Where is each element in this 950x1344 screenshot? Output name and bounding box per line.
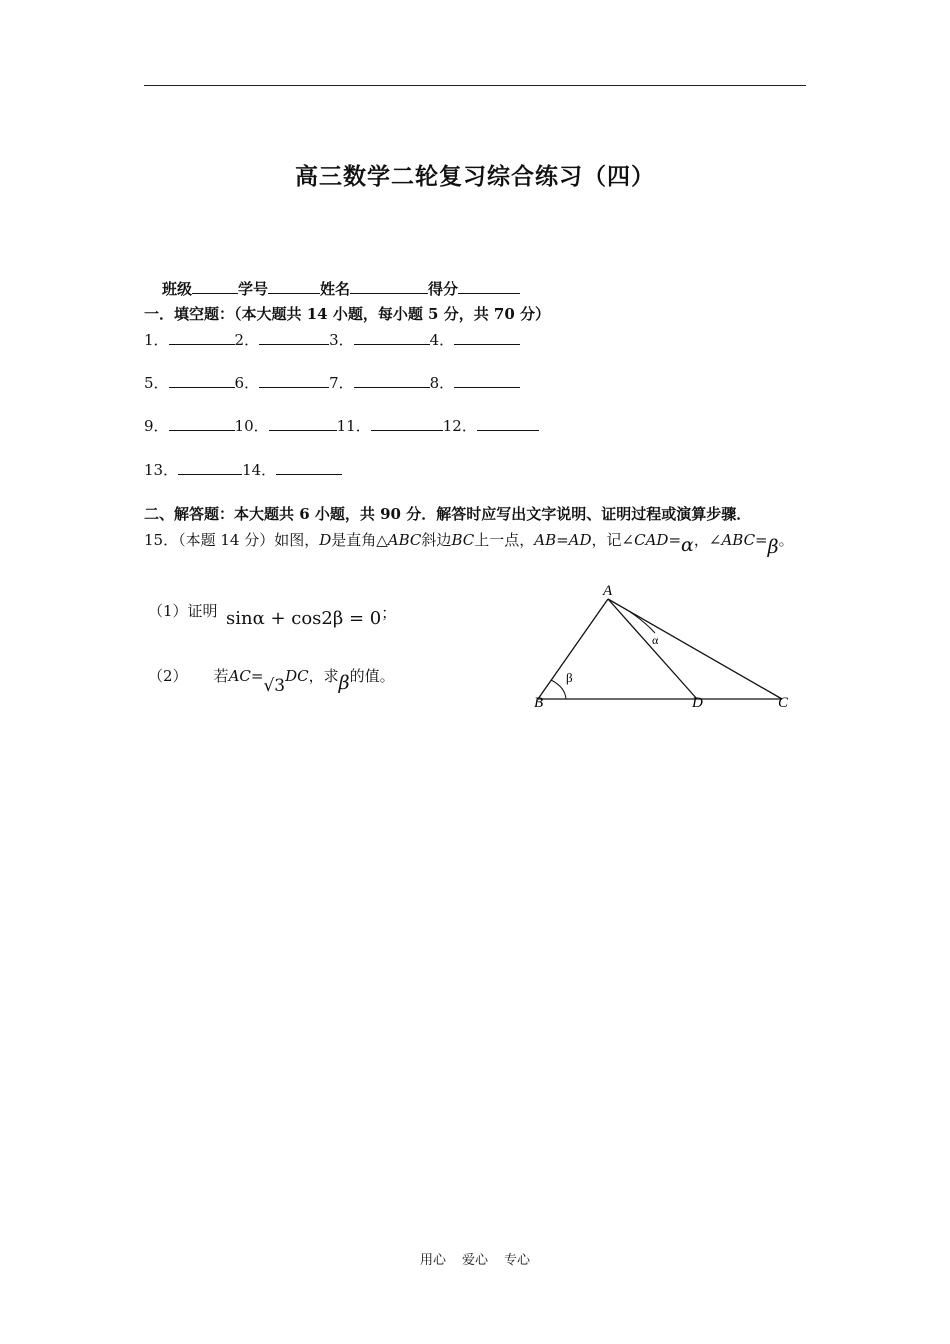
sqrt-three: √3 bbox=[263, 676, 286, 696]
answer-number: 1． bbox=[144, 331, 169, 349]
label-a: A bbox=[603, 583, 613, 599]
answer-number: 12． bbox=[442, 417, 477, 435]
q15-text: ，∠ bbox=[693, 531, 722, 549]
q15-side: BC bbox=[451, 531, 475, 549]
answer-row-3 bbox=[144, 415, 539, 436]
footer-text: 爱心 bbox=[461, 1253, 488, 1268]
part-2 bbox=[148, 664, 395, 696]
formula-end: ； bbox=[381, 604, 397, 622]
answer-blank[interactable] bbox=[259, 330, 329, 345]
part-1-formula bbox=[226, 604, 397, 629]
segment-ad bbox=[608, 599, 697, 699]
label-b: B bbox=[534, 695, 544, 711]
answer-number: 13． bbox=[144, 461, 179, 479]
answer-blank[interactable] bbox=[354, 330, 430, 345]
q15-angle-cad: CAD= bbox=[634, 531, 682, 549]
footer-text: 专心 bbox=[504, 1253, 531, 1268]
label-alpha: α bbox=[652, 633, 659, 647]
angle-beta-arc bbox=[551, 680, 566, 699]
triangle-figure bbox=[520, 575, 810, 720]
label-beta: β bbox=[566, 670, 573, 685]
part-2-text: 若 bbox=[213, 667, 229, 685]
class-label: 班级 bbox=[162, 280, 193, 298]
part-1-label: （1）证明 bbox=[148, 602, 218, 620]
alpha-symbol: α bbox=[681, 534, 694, 556]
answer-number: 7． bbox=[329, 374, 354, 392]
part-2-ac: AC= bbox=[228, 667, 264, 685]
answer-blank[interactable] bbox=[454, 330, 520, 345]
q15-condition: AB=AD bbox=[534, 531, 592, 549]
answer-row-1 bbox=[144, 329, 520, 350]
side-ab bbox=[538, 599, 608, 699]
student-info-line bbox=[162, 278, 520, 299]
label-d: D bbox=[692, 695, 703, 711]
name-label: 姓名 bbox=[320, 280, 351, 298]
answer-number: 3． bbox=[329, 331, 354, 349]
angle-alpha-arc bbox=[630, 612, 655, 633]
answer-number: 4． bbox=[429, 331, 455, 349]
formula-text: sinα + cos2β = 0 bbox=[226, 608, 382, 629]
answer-blank[interactable] bbox=[178, 460, 242, 475]
q15-angle-abc: ABC= bbox=[721, 531, 768, 549]
number-label: 学号 bbox=[238, 280, 269, 298]
page-title: 高三数学二轮复习综合练习（四） bbox=[295, 163, 655, 190]
answer-number: 14． bbox=[242, 461, 277, 479]
q15-text: ，记∠ bbox=[591, 531, 635, 549]
side-ac bbox=[608, 599, 782, 699]
label-c: C bbox=[778, 695, 789, 711]
answer-blank[interactable] bbox=[169, 416, 235, 431]
name-blank[interactable] bbox=[350, 279, 428, 294]
class-blank[interactable] bbox=[192, 279, 238, 294]
answer-blank[interactable] bbox=[169, 330, 235, 345]
answer-number: 2． bbox=[234, 331, 260, 349]
score-blank[interactable] bbox=[458, 279, 520, 294]
q15-text: 是直角△ bbox=[331, 531, 388, 549]
q15-text: 斜边 bbox=[421, 531, 452, 549]
q15-triangle: ABC bbox=[387, 531, 422, 549]
answer-number: 9． bbox=[144, 417, 169, 435]
answer-number: 8． bbox=[429, 374, 455, 392]
answer-blank[interactable] bbox=[169, 373, 235, 388]
section2-heading: 二、解答题：本大题共 6 小题，共 90 分．解答时应写出文字说明、证明过程或演算步骤． bbox=[144, 505, 752, 523]
q15-end: 。 bbox=[778, 531, 794, 549]
q15-prefix: 15．（本题 14 分）如图， bbox=[144, 531, 320, 549]
answer-number: 6． bbox=[234, 374, 260, 392]
part-2-text: 的值。 bbox=[349, 667, 395, 685]
question-15 bbox=[144, 528, 794, 558]
footer-text: 用心 bbox=[419, 1253, 446, 1268]
answer-blank[interactable] bbox=[269, 416, 337, 431]
beta-symbol: β bbox=[767, 536, 779, 558]
section1-heading: 一．填空题：（本大题共 14 小题，每小题 5 分，共 70 分） bbox=[144, 305, 551, 323]
answer-blank[interactable] bbox=[454, 373, 520, 388]
answer-blank[interactable] bbox=[354, 373, 430, 388]
number-blank[interactable] bbox=[268, 279, 320, 294]
q15-point-d: D bbox=[319, 531, 332, 549]
answer-blank[interactable] bbox=[276, 460, 342, 475]
answer-blank[interactable] bbox=[371, 416, 443, 431]
part-2-dc: DC bbox=[285, 667, 309, 685]
footer bbox=[0, 1249, 950, 1268]
header-rule bbox=[144, 85, 806, 86]
beta-symbol: β bbox=[338, 672, 350, 694]
answer-number: 11． bbox=[336, 417, 371, 435]
answer-number: 5． bbox=[144, 374, 169, 392]
part-2-text: ，求 bbox=[308, 667, 339, 685]
answer-row-4 bbox=[144, 459, 342, 480]
answer-blank[interactable] bbox=[477, 416, 539, 431]
score-label: 得分 bbox=[428, 280, 459, 298]
part-2-label: （2） bbox=[148, 667, 188, 685]
q15-text: 上一点， bbox=[474, 531, 535, 549]
answer-blank[interactable] bbox=[259, 373, 329, 388]
answer-number: 10． bbox=[234, 417, 269, 435]
answer-row-2 bbox=[144, 372, 520, 393]
